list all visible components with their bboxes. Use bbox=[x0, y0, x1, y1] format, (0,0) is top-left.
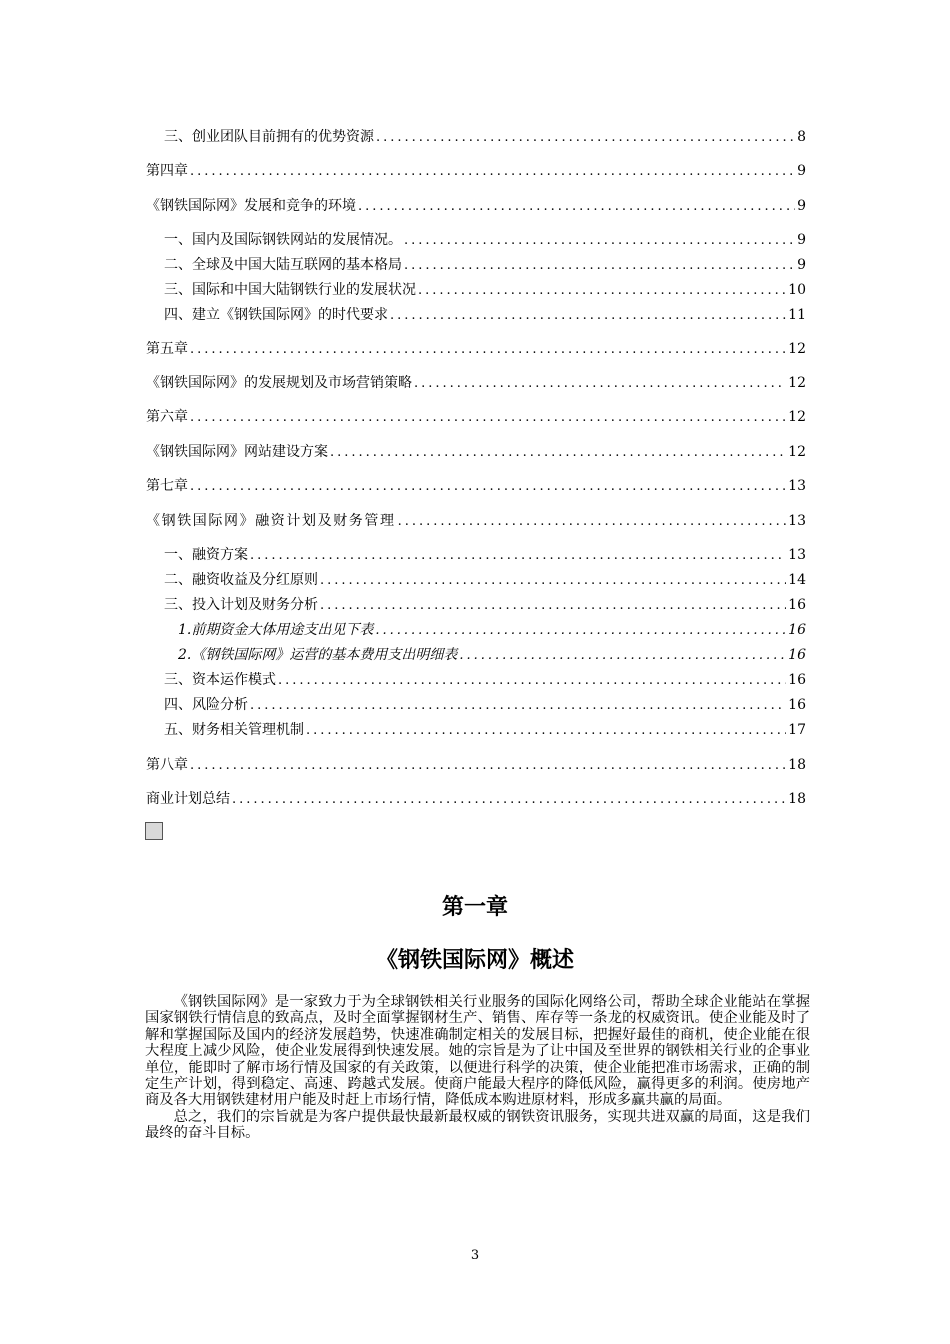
toc-entry-page: 16 bbox=[788, 597, 806, 613]
toc-entry-text: 《钢铁国际网》发展和竞争的环境 bbox=[146, 198, 356, 214]
toc-entry-page: 12 bbox=[788, 409, 806, 425]
toc-entry[interactable] bbox=[146, 406, 806, 428]
toc-entry[interactable] bbox=[146, 475, 806, 497]
toc-leader-dots bbox=[320, 595, 786, 617]
toc-leader-dots bbox=[414, 373, 786, 395]
toc-entry-text: 五、财务相关管理机制 bbox=[164, 722, 304, 738]
toc-entry-text: 第四章 bbox=[146, 163, 188, 179]
toc-entry[interactable] bbox=[146, 719, 806, 741]
toc-leader-dots bbox=[398, 511, 787, 533]
toc-entry-page: 14 bbox=[788, 572, 806, 588]
toc-entry[interactable] bbox=[146, 372, 806, 394]
toc-entry-text: 一、融资方案 bbox=[164, 547, 248, 563]
toc-entry-page: 9 bbox=[797, 198, 806, 214]
toc-entry-text: 三、国际和中国大陆钢铁行业的发展状况 bbox=[164, 282, 416, 298]
toc-entry[interactable] bbox=[146, 338, 806, 360]
embedded-object-placeholder[interactable] bbox=[145, 822, 163, 840]
toc-entry[interactable] bbox=[146, 669, 806, 691]
toc-entry[interactable] bbox=[146, 279, 806, 301]
toc-entry-page: 16 bbox=[788, 697, 806, 713]
page-number: 3 bbox=[470, 1248, 480, 1263]
toc-entry-text: 四、建立《钢铁国际网》的时代要求 bbox=[164, 307, 388, 323]
toc-entry-text: 《钢铁国际网》的发展规划及市场营销策略 bbox=[146, 375, 412, 391]
toc-entry[interactable] bbox=[146, 569, 806, 591]
toc-entry-page: 13 bbox=[788, 513, 806, 529]
toc-entry-page: 13 bbox=[788, 478, 806, 494]
chapter-number: 第一章 bbox=[441, 895, 508, 920]
toc-leader-dots bbox=[404, 230, 795, 252]
toc-leader-dots bbox=[190, 339, 786, 361]
toc-leader-dots bbox=[278, 670, 786, 692]
toc-leader-dots bbox=[232, 789, 786, 811]
toc-leader-dots bbox=[190, 407, 786, 429]
toc-entry[interactable] bbox=[146, 694, 806, 716]
chapter-body bbox=[145, 994, 810, 1142]
toc-entry-page: 13 bbox=[788, 547, 806, 563]
toc-entry-page: 12 bbox=[788, 375, 806, 391]
toc-entry-text: 1.前期资金大体用途支出见下表 bbox=[178, 622, 374, 638]
toc-entry-text: 三、创业团队目前拥有的优势资源 bbox=[164, 129, 374, 145]
toc-entry[interactable] bbox=[146, 788, 806, 810]
toc-entry-text: 三、资本运作模式 bbox=[164, 672, 276, 688]
toc-entry-text: 《钢铁国际网》网站建设方案 bbox=[146, 444, 328, 460]
toc-entry-page: 12 bbox=[788, 341, 806, 357]
toc-entry[interactable] bbox=[146, 304, 806, 326]
toc-entry-page: 18 bbox=[788, 791, 806, 807]
toc-leader-dots bbox=[376, 127, 795, 149]
toc-leader-dots bbox=[190, 476, 786, 498]
toc-leader-dots bbox=[190, 755, 786, 777]
toc-entry[interactable] bbox=[146, 229, 806, 251]
toc-entry-text: 第八章 bbox=[146, 757, 188, 773]
toc-entry[interactable] bbox=[146, 754, 806, 776]
toc-entry[interactable] bbox=[146, 594, 806, 616]
toc-entry-text: 2.《钢铁国际网》运营的基本费用支出明细表 bbox=[178, 647, 458, 663]
toc-entry-text: 第五章 bbox=[146, 341, 188, 357]
body-paragraph: 《钢铁国际网》是一家致力于为全球钢铁相关行业服务的国际化网络公司，帮助全球企业能站在掌握国家钢铁行情信息的致高点，及时全面掌握钢材生产、销售、库存等一条龙的权威资讯。使企业能及时了解和掌握国际及国内的经济发展趋势，快速准确制定相关的发展目标，把握好最佳的商机，使企业能在很大程度上减少风险，使企业发展得到快速发展。她的宗旨是为了让中国及至世界的钢铁相关行业的企事业单位，能即时了解市场行情及国家的有关政策，以便进行科学的决策，使企业能把准市场需求，正确的制定生产计划，得到稳定、高速、跨越式发展。使商户能最大程序的降低风险，赢得更多的利润。使房地产商及各大用钢铁建材用户能及时赶上市场行情，降低成本购进原材料，形成多赢共赢的局面。 bbox=[145, 994, 810, 1109]
toc-leader-dots bbox=[250, 695, 786, 717]
toc-entry[interactable] bbox=[146, 544, 806, 566]
toc-leader-dots bbox=[390, 305, 786, 327]
toc-entry[interactable] bbox=[146, 126, 806, 148]
toc-leader-dots bbox=[404, 255, 795, 277]
toc-entry-page: 10 bbox=[788, 282, 806, 298]
toc-entry-text: 第七章 bbox=[146, 478, 188, 494]
toc-leader-dots bbox=[358, 196, 795, 218]
toc-entry-text: 商业计划总结 bbox=[146, 791, 230, 807]
toc-leader-dots bbox=[250, 545, 786, 567]
toc-entry-page: 16 bbox=[788, 647, 806, 663]
toc-leader-dots bbox=[330, 442, 786, 464]
toc-entry-page: 18 bbox=[788, 757, 806, 773]
toc-entry[interactable] bbox=[146, 441, 806, 463]
toc-entry-page: 11 bbox=[788, 307, 806, 323]
toc-entry-text: 第六章 bbox=[146, 409, 188, 425]
toc-entry[interactable] bbox=[146, 254, 806, 276]
toc-leader-dots bbox=[306, 720, 786, 742]
toc-entry-text: 三、投入计划及财务分析 bbox=[164, 597, 318, 613]
toc-entry-text: 《钢铁国际网》融资计划及财务管理 bbox=[146, 513, 396, 529]
toc-entry[interactable] bbox=[146, 510, 806, 532]
toc-leader-dots bbox=[459, 645, 786, 667]
toc-entry[interactable] bbox=[146, 160, 806, 182]
toc-leader-dots bbox=[190, 161, 795, 183]
toc-leader-dots bbox=[320, 570, 786, 592]
toc-leader-dots bbox=[375, 620, 786, 642]
toc-leader-dots bbox=[418, 280, 786, 302]
body-paragraph: 总之，我们的宗旨就是为客户提供最快最新最权威的钢铁资讯服务，实现共进双赢的局面，这是我们最终的奋斗目标。 bbox=[145, 1108, 810, 1142]
toc-entry[interactable] bbox=[146, 644, 806, 666]
toc-entry-page: 12 bbox=[788, 444, 806, 460]
toc-entry-page: 8 bbox=[797, 129, 806, 145]
toc-entry[interactable] bbox=[146, 619, 806, 641]
toc-entry-text: 一、国内及国际钢铁网站的发展情况。 bbox=[164, 232, 402, 248]
toc-entry[interactable] bbox=[146, 195, 806, 217]
toc-entry-text: 二、全球及中国大陆互联网的基本格局 bbox=[164, 257, 402, 273]
toc-entry-text: 二、融资收益及分红原则 bbox=[164, 572, 318, 588]
toc-entry-page: 9 bbox=[797, 163, 806, 179]
toc-entry-page: 16 bbox=[788, 672, 806, 688]
toc-entry-page: 17 bbox=[788, 722, 806, 738]
toc-entry-page: 16 bbox=[788, 622, 806, 638]
toc-entry-page: 9 bbox=[797, 232, 806, 248]
toc-entry-page: 9 bbox=[797, 257, 806, 273]
chapter-title: 《钢铁国际网》概述 bbox=[375, 948, 574, 973]
toc-entry-text: 四、风险分析 bbox=[164, 697, 248, 713]
